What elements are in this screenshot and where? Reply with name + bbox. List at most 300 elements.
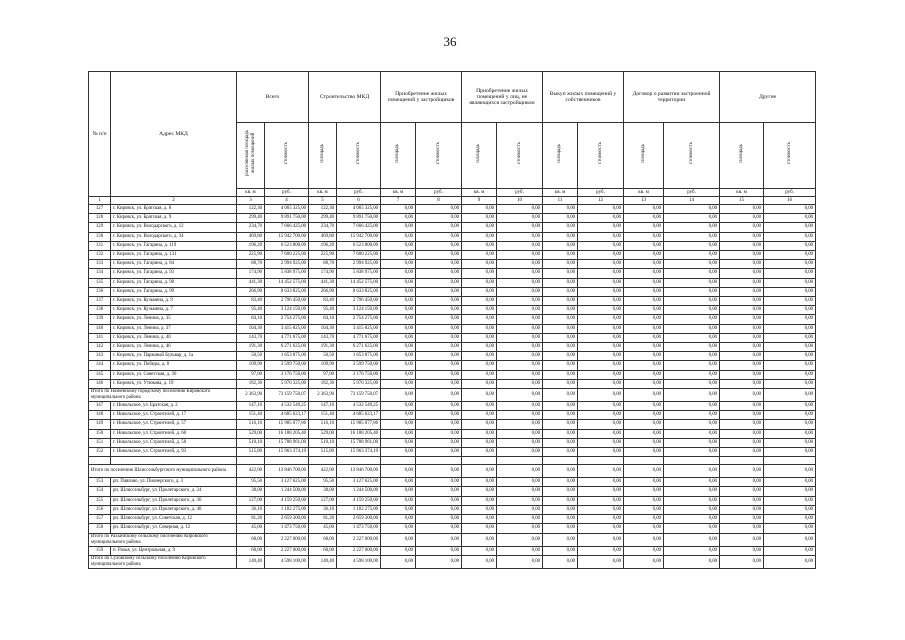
value-cell: 516,10 [237, 420, 265, 429]
address-cell: г. Кировск, ул. Кузьмина, д. 9 [111, 297, 237, 306]
value-cell: 0,00 [624, 524, 664, 533]
value-cell: 0,00 [543, 505, 578, 514]
value-cell: 4 771 675,00 [337, 333, 381, 342]
value-cell: 0,00 [720, 205, 764, 214]
value-cell: 0,00 [497, 370, 543, 379]
subtotal-label: Итого по Назиевскому городскому поселению Кировского муниципального района [89, 389, 237, 402]
row-number: 158 [89, 524, 111, 533]
value-cell: 0,00 [462, 496, 497, 505]
header-group-non-developers: Приобретение жилых помещений у лиц, не являющихся застройщиком [462, 72, 543, 123]
value-cell: 4 532 549,25 [337, 402, 381, 411]
table-row [89, 251, 816, 260]
value-cell: 0,00 [624, 411, 664, 420]
value-cell: 3 415 825,00 [265, 324, 309, 333]
value-cell: 109,90 [309, 361, 337, 370]
value-cell: 234,70 [237, 223, 265, 232]
value-cell: 0,00 [764, 287, 816, 296]
value-cell: 0,00 [416, 505, 462, 514]
row-number: 147 [89, 402, 111, 411]
value-cell: 0,00 [664, 402, 720, 411]
value-cell: 4 532 549,25 [265, 402, 309, 411]
value-cell: 0,00 [624, 278, 664, 287]
value-cell: 0,00 [720, 524, 764, 533]
value-cell: 0,00 [543, 361, 578, 370]
value-cell: 469,80 [237, 232, 265, 241]
row-number: 146 [89, 379, 111, 388]
value-cell: 0,00 [578, 524, 624, 533]
value-cell: 36,10 [237, 505, 265, 514]
value-cell: 0,00 [416, 411, 462, 420]
subtotal-value: 0,00 [462, 389, 497, 402]
value-cell: 4 065 325,00 [265, 205, 309, 214]
header-group-buyout: Выкуп жилых помещений у собственников [543, 72, 624, 123]
subtotal-value: 0,00 [543, 465, 578, 478]
value-cell: 0,00 [764, 352, 816, 361]
subtotal-value: 68,00 [237, 533, 265, 546]
table-row [89, 411, 816, 420]
value-cell: 0,00 [764, 411, 816, 420]
subheader-cost: стоимость [355, 142, 361, 165]
subtotal-value: 0,00 [497, 533, 543, 546]
subtotal-value: 0,00 [381, 389, 416, 402]
subtotal-value: 0,00 [462, 533, 497, 546]
value-cell: 147,10 [309, 402, 337, 411]
row-number: 132 [89, 251, 111, 260]
value-cell: 0,00 [764, 420, 816, 429]
subtotal-row [89, 389, 816, 402]
value-cell: 0,00 [381, 205, 416, 214]
value-cell: 0,00 [462, 429, 497, 438]
row-number: 127 [89, 205, 111, 214]
value-cell: 0,00 [764, 269, 816, 278]
subtotal-value: 0,00 [497, 389, 543, 402]
empty-cell [720, 457, 764, 465]
value-cell: 0,00 [764, 546, 816, 555]
value-cell: 0,00 [381, 287, 416, 296]
value-cell: 4 159 250,00 [337, 496, 381, 505]
value-cell: 15 942 700,00 [265, 232, 309, 241]
resettlement-table [88, 71, 816, 569]
value-cell: 15 963 374,19 [265, 448, 309, 457]
subheader-area: площадь [738, 144, 744, 163]
subheader-cost: стоимость [516, 142, 522, 165]
value-cell: 0,00 [543, 306, 578, 315]
value-cell: 1 182 275,00 [337, 505, 381, 514]
table-row [89, 448, 816, 457]
row-number: 150 [89, 429, 111, 438]
table-row [89, 278, 816, 287]
address-cell: г. Никольское, ул. Строителей, д. 58 [111, 438, 237, 447]
value-cell: 68,00 [237, 546, 265, 555]
row-number: 129 [89, 223, 111, 232]
address-cell: рп. Шлиссельбург, ул. Пролетарского, д. 36 [111, 496, 237, 505]
value-cell: 0,00 [416, 214, 462, 223]
value-cell: 15 985 077,86 [265, 420, 309, 429]
value-cell: 0,00 [578, 333, 624, 342]
row-number: 156 [89, 505, 111, 514]
subtotal-value: 0,00 [578, 465, 624, 478]
value-cell: 0,00 [462, 306, 497, 315]
value-cell: 0,00 [578, 505, 624, 514]
value-cell: 0,00 [497, 411, 543, 420]
header-row-groups [89, 72, 816, 123]
value-cell: 0,00 [720, 546, 764, 555]
value-cell: 0,00 [416, 496, 462, 505]
value-cell: 3 415 825,00 [337, 324, 381, 333]
value-cell: 299,40 [237, 214, 265, 223]
header-group-development: Договор о развитии застроенной территории [624, 72, 720, 123]
value-cell: 0,00 [381, 333, 416, 342]
value-cell: 0,00 [624, 343, 664, 352]
subtotal-value: 0,00 [720, 389, 764, 402]
value-cell: 0,00 [381, 352, 416, 361]
value-cell: 83,40 [237, 297, 265, 306]
value-cell: 0,00 [416, 546, 462, 555]
value-cell: 0,00 [497, 546, 543, 555]
value-cell: 0,00 [664, 448, 720, 457]
unit-cell: кв. м [237, 189, 265, 197]
subtotal-value: 0,00 [720, 555, 764, 568]
value-cell: 127,00 [237, 496, 265, 505]
value-cell: 3 127 625,00 [337, 478, 381, 487]
table-row [89, 379, 816, 388]
value-cell: 0,00 [764, 260, 816, 269]
value-cell: 0,00 [543, 402, 578, 411]
value-cell: 0,00 [664, 260, 720, 269]
value-cell: 0,00 [764, 361, 816, 370]
value-cell: 0,00 [624, 223, 664, 232]
value-cell: 3 176 750,00 [337, 370, 381, 379]
value-cell: 299,40 [309, 214, 337, 223]
subtotal-value: 0,00 [764, 465, 816, 478]
value-cell: 0,00 [624, 379, 664, 388]
subtotal-row [89, 465, 816, 478]
empty-cell [111, 457, 237, 465]
address-cell: п. Рахья, ул. Центральная, д. 9 [111, 546, 237, 555]
value-cell: 0,00 [381, 232, 416, 241]
subtotal-label: Итого по поселению Шлиссельбургского муниципального района [89, 465, 237, 478]
subtotal-value: 0,00 [624, 465, 664, 478]
subtotal-row [89, 533, 816, 546]
value-cell: 68,00 [309, 546, 337, 555]
col-number-cell: 13 [624, 197, 664, 205]
value-cell: 0,00 [664, 297, 720, 306]
subtotal-value: 140,40 [309, 555, 337, 568]
value-cell: 84,10 [309, 315, 337, 324]
value-cell: 0,00 [664, 306, 720, 315]
value-cell: 0,00 [578, 269, 624, 278]
value-cell: 2 659 300,00 [265, 515, 309, 524]
value-cell: 14 452 575,00 [265, 278, 309, 287]
value-cell: 1 182 275,00 [265, 505, 309, 514]
row-number: 144 [89, 361, 111, 370]
value-cell: 0,00 [381, 524, 416, 533]
table-row [89, 324, 816, 333]
subtotal-value: 140,40 [237, 555, 265, 568]
value-cell: 0,00 [381, 251, 416, 260]
empty-cell [381, 457, 416, 465]
subtotal-row [89, 555, 816, 568]
value-cell: 7 600 225,00 [337, 251, 381, 260]
value-cell: 0,00 [578, 402, 624, 411]
value-cell: 95,50 [237, 478, 265, 487]
value-cell: 0,00 [462, 287, 497, 296]
subtotal-value: 0,00 [416, 555, 462, 568]
value-cell: 0,00 [764, 429, 816, 438]
value-cell: 0,00 [578, 251, 624, 260]
value-cell: 0,00 [543, 411, 578, 420]
value-cell: 0,00 [497, 232, 543, 241]
value-cell: 0,00 [578, 379, 624, 388]
col-number-cell: 10 [497, 197, 543, 205]
value-cell: 0,00 [664, 232, 720, 241]
value-cell: 3 124 150,00 [265, 306, 309, 315]
value-cell: 0,00 [720, 232, 764, 241]
col-number-cell: 2 [111, 197, 237, 205]
value-cell: 510,10 [309, 438, 337, 447]
value-cell: 0,00 [578, 343, 624, 352]
value-cell: 38,00 [309, 487, 337, 496]
value-cell: 0,00 [543, 420, 578, 429]
value-cell: 0,00 [497, 333, 543, 342]
value-cell: 174,90 [309, 269, 337, 278]
spacer-row [89, 457, 816, 465]
value-cell: 0,00 [764, 306, 816, 315]
row-number: 136 [89, 287, 111, 296]
row-number: 145 [89, 370, 111, 379]
table-row [89, 438, 816, 447]
value-cell: 0,00 [462, 297, 497, 306]
empty-cell [624, 457, 664, 465]
row-number: 137 [89, 297, 111, 306]
row-number: 151 [89, 438, 111, 447]
value-cell: 0,00 [720, 505, 764, 514]
value-cell: 0,00 [578, 278, 624, 287]
value-cell: 0,00 [543, 260, 578, 269]
value-cell: 0,00 [497, 487, 543, 496]
value-cell: 3 176 750,00 [265, 370, 309, 379]
value-cell: 0,00 [664, 524, 720, 533]
value-cell: 0,00 [664, 515, 720, 524]
col-number-cell: 11 [543, 197, 578, 205]
value-cell: 36,10 [309, 505, 337, 514]
value-cell: 0,00 [381, 448, 416, 457]
value-cell: 0,00 [497, 524, 543, 533]
value-cell: 0,00 [497, 429, 543, 438]
value-cell: 0,00 [664, 269, 720, 278]
value-cell: 0,00 [497, 223, 543, 232]
value-cell: 0,00 [497, 260, 543, 269]
address-cell: г. Кировск, ул. Гагарина, д. 119 [111, 241, 237, 250]
value-cell: 225,90 [309, 251, 337, 260]
table-row [89, 478, 816, 487]
value-cell: 0,00 [381, 324, 416, 333]
subtotal-value: 0,00 [764, 389, 816, 402]
value-cell: 0,00 [462, 487, 497, 496]
col-number-cell: 1 [89, 197, 111, 205]
value-cell: 0,00 [462, 402, 497, 411]
value-cell: 0,00 [497, 505, 543, 514]
value-cell: 0,00 [416, 223, 462, 232]
col-number-cell: 4 [265, 197, 309, 205]
table-row [89, 205, 816, 214]
header-num: № п/п [89, 72, 111, 197]
value-cell: 0,00 [720, 297, 764, 306]
value-cell: 0,00 [416, 402, 462, 411]
value-cell: 0,00 [664, 287, 720, 296]
value-cell: 84,10 [237, 315, 265, 324]
subtotal-value: 422,00 [237, 465, 265, 478]
value-cell: 0,00 [664, 478, 720, 487]
unit-cell: руб. [416, 189, 462, 197]
value-cell: 0,00 [578, 232, 624, 241]
value-cell: 0,00 [624, 420, 664, 429]
value-cell: 0,00 [497, 306, 543, 315]
value-cell: 0,00 [462, 448, 497, 457]
value-cell: 0,00 [764, 505, 816, 514]
row-number: 148 [89, 411, 111, 420]
value-cell: 1 653 875,00 [265, 352, 309, 361]
value-cell: 0,00 [578, 448, 624, 457]
value-cell: 0,00 [764, 478, 816, 487]
table-row [89, 420, 816, 429]
value-cell: 0,00 [416, 333, 462, 342]
value-cell: 15 788 961,00 [265, 438, 309, 447]
value-cell: 0,00 [720, 333, 764, 342]
value-cell: 0,00 [664, 214, 720, 223]
value-cell: 0,00 [462, 315, 497, 324]
value-cell: 0,00 [578, 260, 624, 269]
table-row [89, 361, 816, 370]
col-number-cell: 5 [309, 197, 337, 205]
subtotal-value: 13 846 700,00 [265, 465, 309, 478]
value-cell: 0,00 [462, 411, 497, 420]
table-row [89, 241, 816, 250]
unit-cell: руб. [764, 189, 816, 197]
table-row [89, 315, 816, 324]
col-number-cell: 6 [337, 197, 381, 205]
value-cell: 0,00 [462, 251, 497, 260]
value-cell: 0,00 [416, 297, 462, 306]
value-cell: 0,00 [720, 411, 764, 420]
value-cell: 95,40 [237, 306, 265, 315]
value-cell: 0,00 [497, 515, 543, 524]
table-row [89, 352, 816, 361]
subtotal-value: 422,00 [309, 465, 337, 478]
value-cell: 1 244 500,00 [337, 487, 381, 496]
row-number: 159 [89, 546, 111, 555]
value-cell: 0,00 [543, 546, 578, 555]
value-cell: 0,00 [462, 269, 497, 278]
subtotal-label: Итого по Рахьинскому сельскому поселению Кировского муниципального района [89, 533, 237, 546]
value-cell: 0,00 [664, 429, 720, 438]
address-cell: г. Кировск, ул. Гагарина, д. 98 [111, 278, 237, 287]
value-cell: 0,00 [416, 278, 462, 287]
subtotal-value: 2 227 000,00 [337, 533, 381, 546]
value-cell: 15 985 077,86 [337, 420, 381, 429]
address-cell: г. Никольское, ул. Строителей, д. 17 [111, 411, 237, 420]
value-cell: 104,30 [237, 324, 265, 333]
row-number: 138 [89, 306, 111, 315]
value-cell: 0,00 [720, 361, 764, 370]
col-number-cell: 16 [764, 197, 816, 205]
value-cell: 0,00 [764, 524, 816, 533]
unit-cell: кв. м [543, 189, 578, 197]
value-cell: 0,00 [462, 370, 497, 379]
value-cell: 0,00 [578, 324, 624, 333]
value-cell: 516,10 [309, 420, 337, 429]
value-cell: 4 065 325,00 [337, 205, 381, 214]
subtotal-value: 4 598 100,00 [265, 555, 309, 568]
value-cell: 0,00 [624, 297, 664, 306]
value-cell: 515,80 [309, 448, 337, 457]
value-cell: 0,00 [720, 287, 764, 296]
value-cell: 0,00 [720, 402, 764, 411]
value-cell: 0,00 [764, 370, 816, 379]
value-cell: 0,00 [664, 324, 720, 333]
unit-cell: кв. м [309, 189, 337, 197]
value-cell: 0,00 [664, 487, 720, 496]
subtotal-value: 0,00 [381, 555, 416, 568]
row-number: 149 [89, 420, 111, 429]
subtotal-value: 2 227 000,00 [265, 533, 309, 546]
value-cell: 0,00 [416, 315, 462, 324]
value-cell: 0,00 [543, 223, 578, 232]
value-cell: 0,00 [543, 379, 578, 388]
value-cell: 0,00 [720, 241, 764, 250]
value-cell: 0,00 [381, 260, 416, 269]
value-cell: 0,00 [543, 448, 578, 457]
value-cell: 0,00 [416, 515, 462, 524]
value-cell: 0,00 [462, 241, 497, 250]
value-cell: 0,00 [764, 241, 816, 250]
value-cell: 0,00 [416, 370, 462, 379]
subtotal-value: 0,00 [462, 465, 497, 478]
value-cell: 0,00 [381, 361, 416, 370]
unit-cell: руб. [337, 189, 381, 197]
value-cell: 0,00 [416, 487, 462, 496]
table-row [89, 214, 816, 223]
value-cell: 6 523 800,00 [337, 241, 381, 250]
value-cell: 0,00 [543, 370, 578, 379]
value-cell: 0,00 [381, 269, 416, 278]
value-cell: 0,00 [381, 306, 416, 315]
subtotal-value: 0,00 [720, 465, 764, 478]
value-cell: 16 188 205,40 [337, 429, 381, 438]
unit-cell: руб. [497, 189, 543, 197]
address-cell: г. Кировск, ул. Братская, д. 8 [111, 205, 237, 214]
value-cell: 0,00 [543, 269, 578, 278]
value-cell: 16 188 205,40 [265, 429, 309, 438]
page-number: 36 [443, 34, 457, 49]
value-cell: 0,00 [497, 214, 543, 223]
value-cell: 0,00 [416, 269, 462, 278]
value-cell: 0,00 [543, 297, 578, 306]
value-cell: 7 666 425,00 [265, 223, 309, 232]
value-cell: 0,00 [381, 505, 416, 514]
value-cell: 0,00 [543, 232, 578, 241]
col-number-cell: 7 [381, 197, 416, 205]
address-cell: г. Кировск, ул. Победы, д. 8 [111, 361, 237, 370]
value-cell: 0,00 [381, 241, 416, 250]
value-cell: 529,00 [309, 429, 337, 438]
value-cell: 0,00 [381, 343, 416, 352]
subtotal-value: 0,00 [720, 533, 764, 546]
value-cell: 2 227 000,00 [265, 546, 309, 555]
value-cell: 225,90 [237, 251, 265, 260]
value-cell: 0,00 [381, 223, 416, 232]
table-row [89, 402, 816, 411]
